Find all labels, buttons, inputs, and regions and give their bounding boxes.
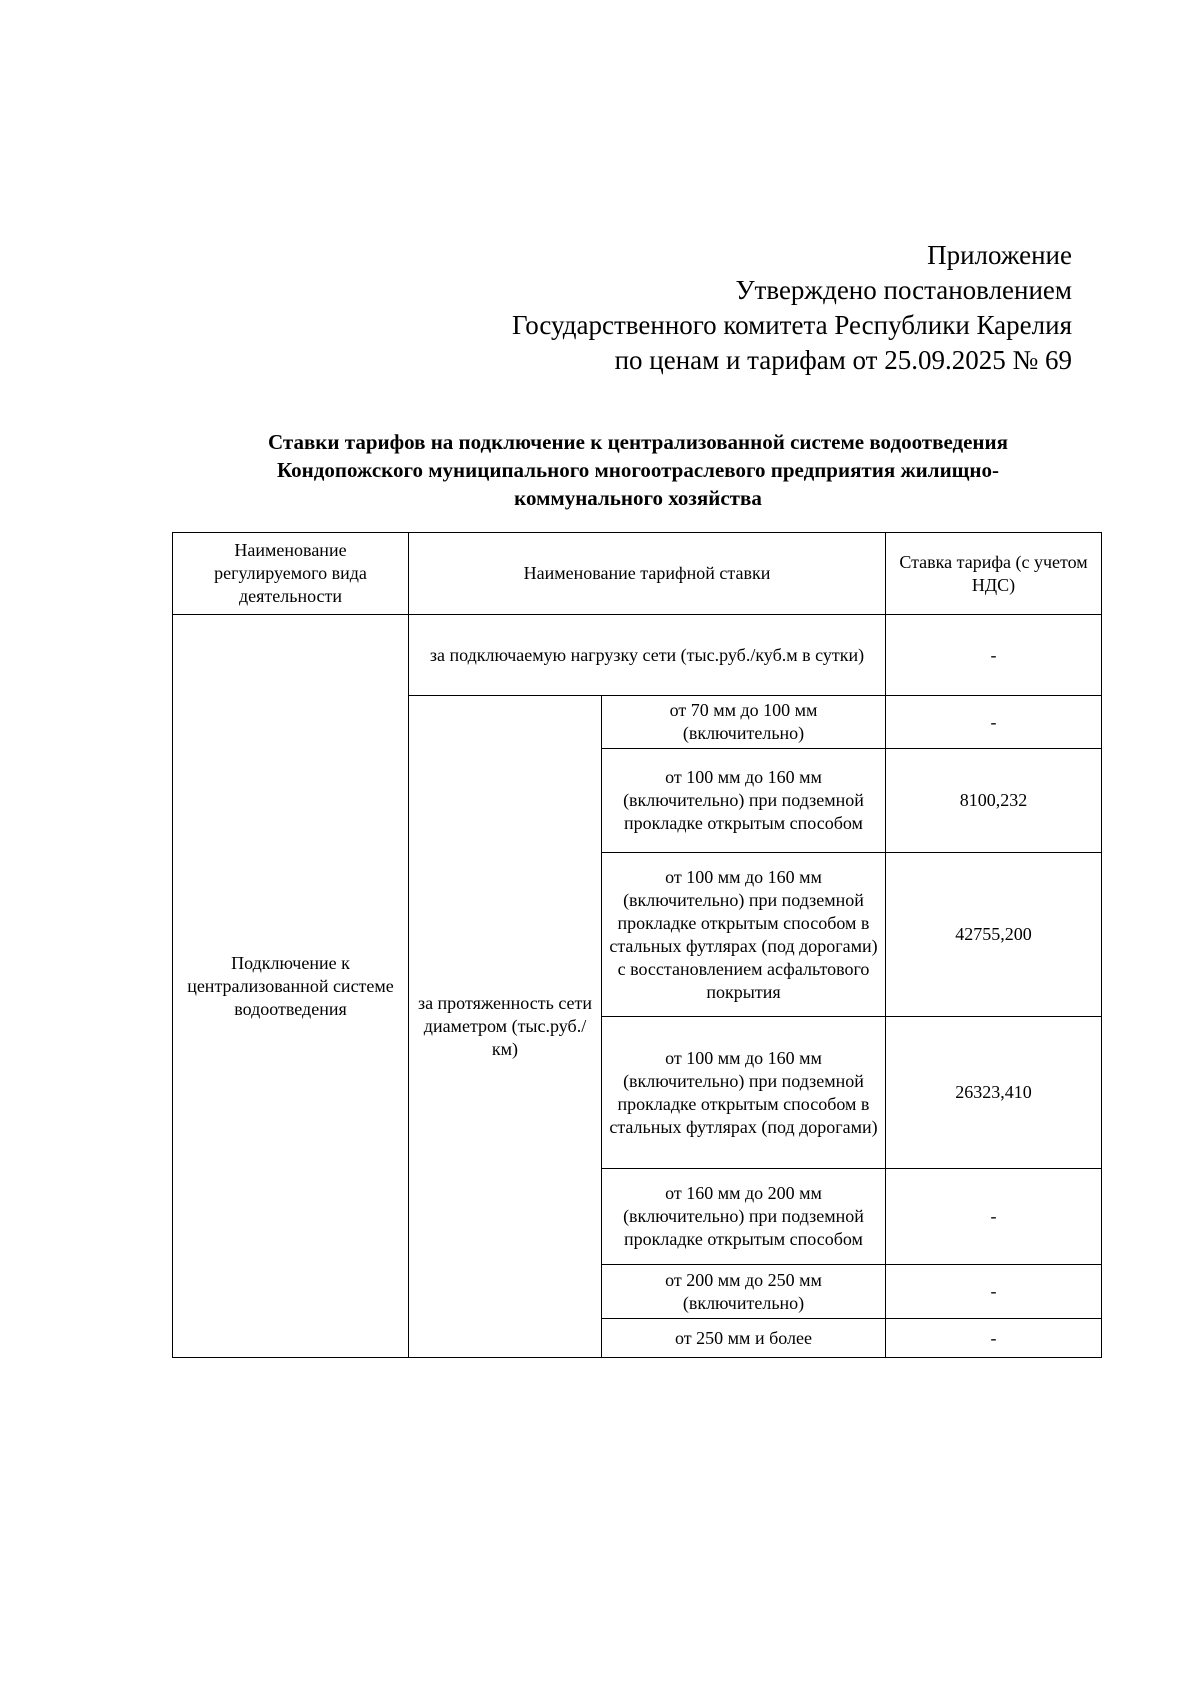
load-rate-value: - (886, 615, 1102, 696)
rate-value-cell: - (886, 1319, 1102, 1358)
diameter-cell: от 100 мм до 160 мм (включительно) при подземной прокладке открытым способом в стальных футлярах (под дорогами) (602, 1017, 886, 1169)
header-rate-name: Наименование тарифной ставки (409, 533, 886, 615)
rate-value-cell: - (886, 1265, 1102, 1319)
header-rate-value: Ставка тарифа (с учетом НДС) (886, 533, 1102, 615)
approval-line-appendix: Приложение (927, 240, 1072, 270)
title-line-1: Ставки тарифов на подключение к централизованной системе водоотведения (268, 430, 1008, 454)
title-line-3: коммунального хозяйства (514, 486, 762, 510)
title-line-2: Кондопожского муниципального многоотраслевого предприятия жилищно- (277, 458, 999, 482)
approval-line-approved: Утверждено постановлением (735, 275, 1072, 305)
rate-value-cell: 26323,410 (886, 1017, 1102, 1169)
header-activity: Наименование регулируемого вида деятельности (173, 533, 409, 615)
rate-value-cell: - (886, 696, 1102, 749)
diameter-cell: от 100 мм до 160 мм (включительно) при подземной прокладке открытым способом в стальных футлярах (под дорогами) с восстановлением асфальтового покрытия (602, 853, 886, 1017)
diameter-cell: от 70 мм до 100 мм (включительно) (602, 696, 886, 749)
approval-line-committee: Государственного комитета Республики Карелия (511, 310, 1072, 340)
tariff-table (172, 532, 1102, 1358)
length-rate-name: за протяженность сети диаметром (тыс.руб./км) (409, 696, 602, 1358)
rate-value-cell: 42755,200 (886, 853, 1102, 1017)
document-title (160, 428, 1116, 512)
load-rate-name: за подключаемую нагрузку сети (тыс.руб./куб.м в сутки) (409, 615, 886, 696)
table-row (173, 615, 1102, 696)
diameter-cell: от 250 мм и более (602, 1319, 886, 1358)
diameter-cell: от 100 мм до 160 мм (включительно) при подземной прокладке открытым способом (602, 749, 886, 853)
approval-block (512, 238, 1072, 378)
diameter-cell: от 160 мм до 200 мм (включительно) при подземной прокладке открытым способом (602, 1169, 886, 1265)
activity-cell: Подключение к централизованной системе водоотведения (173, 615, 409, 1358)
rate-value-cell: - (886, 1169, 1102, 1265)
table-header-row (173, 533, 1102, 615)
approval-line-date: по ценам и тарифам от 25.09.2025 № 69 (614, 345, 1072, 375)
diameter-cell: от 200 мм до 250 мм (включительно) (602, 1265, 886, 1319)
rate-value-cell: 8100,232 (886, 749, 1102, 853)
